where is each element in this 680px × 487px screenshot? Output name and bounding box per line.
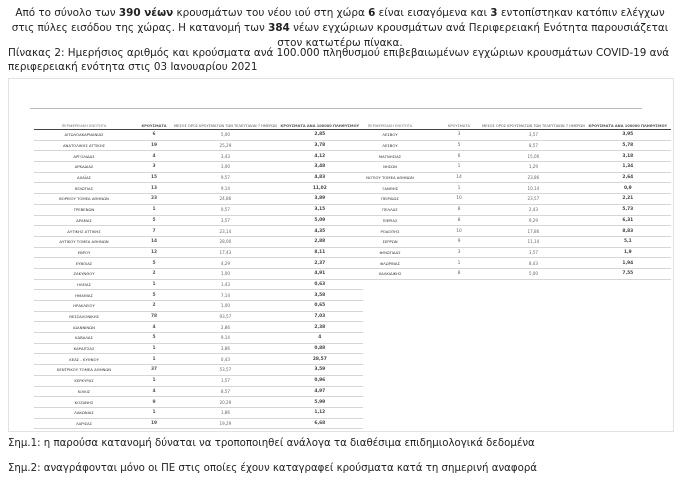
cell-name: ΔΡΑΜΑΣ xyxy=(34,215,134,226)
table-right xyxy=(344,120,671,280)
cell-per: 2,85 xyxy=(277,130,363,141)
table-row xyxy=(344,247,671,258)
cell-name: ΚΕΡΚΥΡΑΣ xyxy=(34,375,134,386)
cell-cases: 5 xyxy=(134,333,174,344)
note-2: Σημ.2: αναγράφονται μόνο οι ΠΕ στις οποίες έχουν καταγραφεί κρούσματα κατά τη σημερινή αναφορά xyxy=(8,463,538,474)
note-1: Σημ.1: η παρούσα κατανομή δύναται να τροποποιηθεί ανάλογα τα διαθέσιμα επιδημιολογικά δεδομένα xyxy=(8,438,535,449)
cell-per: 0,65 xyxy=(277,301,363,312)
cell-cases: 5 xyxy=(134,290,174,301)
header-avg: ΜΕΣΟΣ ΟΡΟΣ ΚΡΟΥΣΜΑΤΩΝ ΤΩΝ ΤΕΛΕΥΤΑΙΩΝ 7 ΗΜΕΡΩΝ xyxy=(482,120,585,130)
cell-cases: 4 xyxy=(134,386,174,397)
cell-cases: 10 xyxy=(436,226,482,237)
cell-cases: 9 xyxy=(134,397,174,408)
cell-name: ΛΕΣΒΟΥ xyxy=(344,140,436,151)
cell-per: 2,64 xyxy=(585,172,671,183)
table-row xyxy=(34,183,363,194)
cell-avg: 2,43 xyxy=(482,204,585,215)
cell-name: ΦΘΙΩΤΙΔΑΣ xyxy=(344,247,436,258)
cell-avg: 20,29 xyxy=(174,397,277,408)
cell-per: 8,11 xyxy=(277,247,363,258)
cell-per: 0,96 xyxy=(277,375,363,386)
cell-per: 4 xyxy=(277,333,363,344)
cell-per: 2,38 xyxy=(277,322,363,333)
cell-cases: 9 xyxy=(436,236,482,247)
cell-name: ΗΛΕΙΑΣ xyxy=(34,279,134,290)
cell-name: ΛΑΡΙΣΑΣ xyxy=(34,418,134,429)
table-row xyxy=(344,194,671,205)
cell-per: 4,83 xyxy=(277,172,363,183)
cell-avg: 19,29 xyxy=(174,418,277,429)
cell-cases: 7 xyxy=(134,226,174,237)
header-region: ΠΕΡΙΦΕΡΕΙΑΚΗ ΕΝΟΤΗΤΑ xyxy=(344,120,436,130)
cell-per: 2,37 xyxy=(277,258,363,269)
cell-avg: 17,86 xyxy=(482,226,585,237)
cell-per: 11,02 xyxy=(277,183,363,194)
cell-avg: 8,57 xyxy=(174,386,277,397)
table-row xyxy=(34,215,363,226)
cell-avg: 23,86 xyxy=(482,172,585,183)
cell-avg: 24,86 xyxy=(174,194,277,205)
cell-cases: 1 xyxy=(134,204,174,215)
cell-avg: 3,86 xyxy=(174,343,277,354)
cell-cases: 1 xyxy=(134,279,174,290)
cell-name: ΣΕΡΡΩΝ xyxy=(344,236,436,247)
cell-cases: 1 xyxy=(436,162,482,173)
cell-avg: 53,57 xyxy=(174,365,277,376)
cell-name: ΚΕΝΤΡΙΚΟΥ ΤΟΜΕΑ ΑΘΗΝΩΝ xyxy=(34,365,134,376)
cell-cases: 3 xyxy=(436,130,482,141)
table-row xyxy=(344,204,671,215)
table-caption: Πίνακας 2: Ημερήσιος αριθμός και κρούσματα ανά 100.000 πληθυσμού επιβεβαιωμένων εγχώριων κρουσμάτων COVID-19 ανά περιφερειακή ενότητα στις 03 Ιανουαρίου 2021 xyxy=(8,47,670,73)
header-per-100k: ΚΡΟΥΣΜΑΤΑ ΑΝΑ 100000 ΠΛΗΘΥΣΜΟΥ xyxy=(277,120,363,130)
table-top-rule xyxy=(30,108,642,109)
cell-cases: 37 xyxy=(134,365,174,376)
cell-cases: 1 xyxy=(134,354,174,365)
table-row xyxy=(34,301,363,312)
cell-avg: 8,57 xyxy=(482,140,585,151)
table-row xyxy=(344,130,671,141)
cell-name: ΒΟΙΩΤΙΑΣ xyxy=(34,183,134,194)
cell-avg: 25,29 xyxy=(174,140,277,151)
cell-name: ΜΑΓΝΗΣΙΑΣ xyxy=(344,151,436,162)
cell-per: 5,78 xyxy=(585,140,671,151)
cell-name: ΑΙΤΩΛΟΑΚΑΡΝΑΝΙΑΣ xyxy=(34,130,134,141)
table-row xyxy=(34,354,363,365)
cell-name: ΝΟΤΙΟΥ ΤΟΜΕΑ ΑΘΗΝΩΝ xyxy=(344,172,436,183)
table-row xyxy=(34,204,363,215)
table-row xyxy=(34,386,363,397)
cell-name: ΠΙΕΡΙΑΣ xyxy=(344,215,436,226)
header-cases: ΚΡΟΥΣΜΑΤΑ xyxy=(436,120,482,130)
cell-per: 5,73 xyxy=(585,204,671,215)
cell-avg: 3,00 xyxy=(174,162,277,173)
table-row xyxy=(344,268,671,279)
cell-name: ΧΑΛΚΙΔΙΚΗΣ xyxy=(344,268,436,279)
cell-cases: 2 xyxy=(134,301,174,312)
cell-cases: 1 xyxy=(134,375,174,386)
cell-per: 5,09 xyxy=(277,215,363,226)
cell-avg: 1,00 xyxy=(174,301,277,312)
cell-per: 3,59 xyxy=(277,365,363,376)
cell-name: ΞΑΝΘΗΣ xyxy=(344,183,436,194)
table-row xyxy=(34,418,363,429)
table-row xyxy=(34,194,363,205)
table-row xyxy=(34,258,363,269)
cell-avg: 0,57 xyxy=(174,204,277,215)
table-row xyxy=(34,407,363,418)
cell-per: 3,95 xyxy=(585,130,671,141)
cell-avg: 3,57 xyxy=(174,215,277,226)
cell-avg: 15,00 xyxy=(482,151,585,162)
cell-per: 4,35 xyxy=(277,226,363,237)
cell-name: ΠΕΛΛΑΣ xyxy=(344,204,436,215)
table-row xyxy=(344,215,671,226)
table-row xyxy=(34,268,363,279)
cell-avg: 1,00 xyxy=(174,268,277,279)
cell-cases: 6 xyxy=(436,151,482,162)
cell-cases: 15 xyxy=(134,172,174,183)
cell-per: 0,63 xyxy=(277,279,363,290)
cell-name: ΛΑΚΩΝΙΑΣ xyxy=(34,407,134,418)
cell-avg: 9,14 xyxy=(174,183,277,194)
cell-avg: 8,43 xyxy=(482,258,585,269)
cell-name: ΑΡΓΟΛΙΔΑΣ xyxy=(34,151,134,162)
cell-name: ΑΝΑΤΟΛΙΚΗΣ ΑΤΤΙΚΗΣ xyxy=(34,140,134,151)
cell-avg: 3,57 xyxy=(482,130,585,141)
cell-cases: 1 xyxy=(436,258,482,269)
cell-avg: 17,43 xyxy=(174,247,277,258)
cell-avg: 28,00 xyxy=(174,236,277,247)
cell-cases: 8 xyxy=(436,215,482,226)
cell-cases: 1 xyxy=(134,343,174,354)
cell-per: 1,12 xyxy=(277,407,363,418)
cell-name: ΛΕΣΒΟΥ xyxy=(344,130,436,141)
cell-per: 1,94 xyxy=(585,258,671,269)
cell-avg: 3,57 xyxy=(482,247,585,258)
cell-cases: 5 xyxy=(436,140,482,151)
cell-avg: 1,57 xyxy=(174,375,277,386)
cell-name: ΘΕΣΣΑΛΟΝΙΚΗΣ xyxy=(34,311,134,322)
cell-per: 8,83 xyxy=(585,226,671,237)
header-region: ΠΕΡΙΦΕΡΕΙΑΚΗ ΕΝΟΤΗΤΑ xyxy=(34,120,134,130)
cell-avg: 9,57 xyxy=(174,172,277,183)
cell-per: 5,1 xyxy=(585,236,671,247)
cell-per: 7,55 xyxy=(585,268,671,279)
table-row xyxy=(344,236,671,247)
table-row xyxy=(34,343,363,354)
cell-cases: 8 xyxy=(436,268,482,279)
cell-per: 3,78 xyxy=(277,140,363,151)
cell-name: ΡΟΔΟΠΗΣ xyxy=(344,226,436,237)
cell-name: ΑΡΚΑΔΙΑΣ xyxy=(34,162,134,173)
cell-name: ΑΧΑΪΑΣ xyxy=(34,172,134,183)
table-row xyxy=(344,183,671,194)
cell-per: 4,91 xyxy=(277,268,363,279)
cell-per: 2,88 xyxy=(277,236,363,247)
header-per-100k: ΚΡΟΥΣΜΑΤΑ ΑΝΑ 100000 ΠΛΗΘΥΣΜΟΥ xyxy=(585,120,671,130)
cell-cases: 3 xyxy=(134,162,174,173)
table-row xyxy=(344,151,671,162)
table-row xyxy=(34,172,363,183)
cell-name: ΚΟΖΑΝΗΣ xyxy=(34,397,134,408)
cell-name: ΗΡΑΚΛΕΙΟΥ xyxy=(34,301,134,312)
cell-cases: 78 xyxy=(134,311,174,322)
cell-name: ΦΛΩΡΙΝΑΣ xyxy=(344,258,436,269)
cell-cases: 4 xyxy=(134,322,174,333)
cell-per: 0,9 xyxy=(585,183,671,194)
table-row xyxy=(34,279,363,290)
cell-avg: 11,14 xyxy=(482,236,585,247)
cell-name: ΚΑΒΑΛΑΣ xyxy=(34,333,134,344)
cell-per: 7,03 xyxy=(277,311,363,322)
cell-per: 4,97 xyxy=(277,386,363,397)
table-row xyxy=(344,172,671,183)
cell-per: 28,57 xyxy=(277,354,363,365)
cell-cases: 3 xyxy=(436,247,482,258)
cell-name: ΔΥΤΙΚΟΥ ΤΟΜΕΑ ΑΘΗΝΩΝ xyxy=(34,236,134,247)
cell-name: ΕΒΡΟΥ xyxy=(34,247,134,258)
cell-name: ΗΜΑΘΙΑΣ xyxy=(34,290,134,301)
table-row xyxy=(34,322,363,333)
cell-name: ΕΥΒΟΙΑΣ xyxy=(34,258,134,269)
table-row xyxy=(34,311,363,322)
table-row xyxy=(344,162,671,173)
cell-cases: 2 xyxy=(134,268,174,279)
cell-cases: 14 xyxy=(436,172,482,183)
cell-cases: 23 xyxy=(134,194,174,205)
cell-per: 3,18 xyxy=(585,151,671,162)
table-row xyxy=(34,290,363,301)
cell-name: ΖΑΚΥΝΘΟΥ xyxy=(34,268,134,279)
cell-cases: 19 xyxy=(134,418,174,429)
table-row xyxy=(34,151,363,162)
cell-per: 6,31 xyxy=(585,215,671,226)
table-row xyxy=(34,162,363,173)
header-cases: ΚΡΟΥΣΜΑΤΑ xyxy=(134,120,174,130)
cell-avg: 3,43 xyxy=(174,151,277,162)
cell-cases: 6 xyxy=(134,130,174,141)
cell-avg: 9,14 xyxy=(174,333,277,344)
cell-name: ΝΗΣΩΝ xyxy=(344,162,436,173)
cell-name: ΔΥΤΙΚΗΣ ΑΤΤΙΚΗΣ xyxy=(34,226,134,237)
table-row xyxy=(34,226,363,237)
cell-per: 1,34 xyxy=(585,162,671,173)
cell-per: 3,15 xyxy=(277,204,363,215)
cell-avg: 9,29 xyxy=(482,215,585,226)
header-avg: ΜΕΣΟΣ ΟΡΟΣ ΚΡΟΥΣΜΑΤΩΝ ΤΩΝ ΤΕΛΕΥΤΑΙΩΝ 7 ΗΜΕΡΩΝ xyxy=(174,120,277,130)
cell-cases: 10 xyxy=(436,194,482,205)
table-row xyxy=(34,365,363,376)
table-row xyxy=(344,226,671,237)
cell-cases: 19 xyxy=(134,140,174,151)
cell-cases: 4 xyxy=(134,151,174,162)
cell-cases: 5 xyxy=(134,258,174,269)
cell-name: ΚΑΡΔΙΤΣΑΣ xyxy=(34,343,134,354)
table-row xyxy=(34,375,363,386)
cell-per: 6,68 xyxy=(277,418,363,429)
cell-per: 2,21 xyxy=(585,194,671,205)
cell-name: ΙΩΑΝΝΙΝΩΝ xyxy=(34,322,134,333)
table-row xyxy=(344,258,671,269)
cell-cases: 1 xyxy=(436,183,482,194)
cell-per: 3,48 xyxy=(277,162,363,173)
cell-avg: 5,00 xyxy=(482,268,585,279)
table-row xyxy=(34,236,363,247)
cell-avg: 4,29 xyxy=(174,258,277,269)
cell-avg: 2,86 xyxy=(174,322,277,333)
cell-name: ΚΙΛΚΙΣ xyxy=(34,386,134,397)
cell-avg: 1,86 xyxy=(174,407,277,418)
cell-name: ΚΕΑΣ - ΚΥΘΝΟΥ xyxy=(34,354,134,365)
table-row xyxy=(34,130,363,141)
table-left xyxy=(34,120,363,429)
table-header-row xyxy=(344,120,671,130)
cell-per: 1,9 xyxy=(585,247,671,258)
table-row xyxy=(34,247,363,258)
cell-avg: 5,00 xyxy=(174,130,277,141)
cell-cases: 1 xyxy=(134,407,174,418)
cell-per: 5,99 xyxy=(277,397,363,408)
cell-avg: 7,14 xyxy=(174,290,277,301)
cell-cases: 5 xyxy=(134,215,174,226)
cell-name: ΓΡΕΒΕΝΩΝ xyxy=(34,204,134,215)
cell-per: 4,12 xyxy=(277,151,363,162)
cell-name: ΠΕΙΡΑΙΩΣ xyxy=(344,194,436,205)
cell-avg: 1,29 xyxy=(482,162,585,173)
cell-avg: 0,43 xyxy=(174,354,277,365)
table-row xyxy=(344,140,671,151)
cell-avg: 1,43 xyxy=(174,279,277,290)
table-row xyxy=(34,333,363,344)
cell-name: ΒΟΡΕΙΟΥ ΤΟΜΕΑ ΑΘΗΝΩΝ xyxy=(34,194,134,205)
cell-per: 3,58 xyxy=(277,290,363,301)
table-row xyxy=(34,140,363,151)
table-row xyxy=(34,397,363,408)
cell-cases: 12 xyxy=(134,247,174,258)
intro-paragraph: Από το σύνολο των 390 νέων κρουσμάτων του νέου ιού στη χώρα 6 είναι εισαγόμενα και 3 εντοπίστηκαν κατόπιν ελέγχων στις πύλες εισόδου της χώρας. Η κατανομή των 384 νέων εγχώριων κρουσμάτων ανά Περιφερειακή Ενότητα παρουσιάζεται στον κατωτέρω πίνακα. xyxy=(11,7,669,49)
cell-avg: 93,57 xyxy=(174,311,277,322)
cell-per: 3,89 xyxy=(277,194,363,205)
cell-avg: 23,14 xyxy=(174,226,277,237)
table-header-row xyxy=(34,120,363,130)
cell-per: 0,88 xyxy=(277,343,363,354)
cell-cases: 13 xyxy=(134,183,174,194)
cell-avg: 23,57 xyxy=(482,194,585,205)
cell-avg: 10,14 xyxy=(482,183,585,194)
cell-cases: 8 xyxy=(436,204,482,215)
cell-cases: 14 xyxy=(134,236,174,247)
